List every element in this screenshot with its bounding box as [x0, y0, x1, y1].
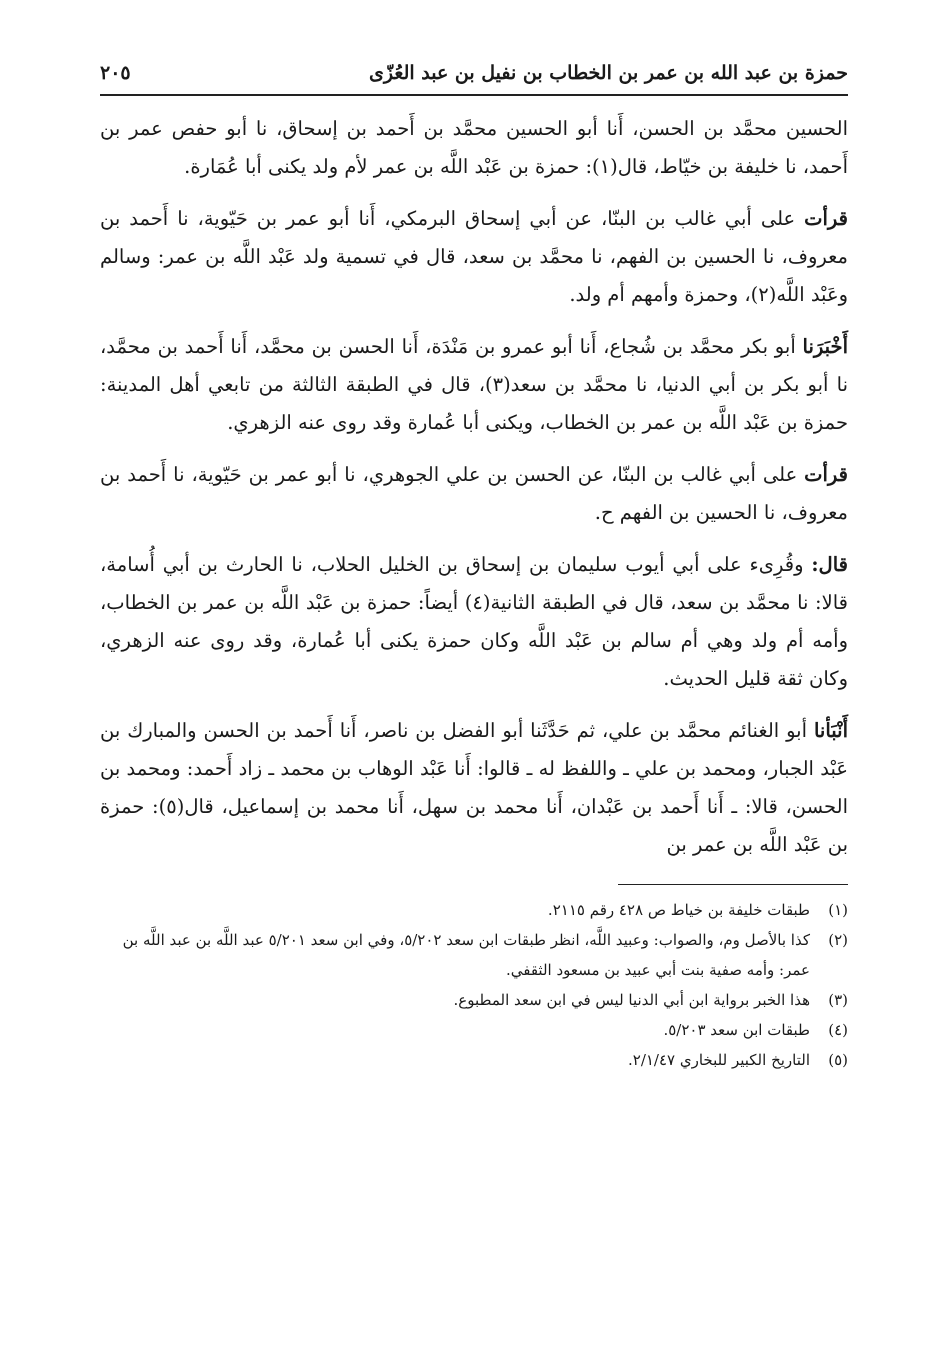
- header-title: حمزة بن عبد الله بن عمر بن الخطاب بن نفيل بن عبد العُزّى: [369, 62, 848, 84]
- footnote-separator: [618, 884, 848, 885]
- footnote: [100, 985, 848, 1015]
- running-header: [100, 62, 848, 96]
- footnote-text: التاريخ الكبير للبخاري ٢/١/٤٧.: [627, 1051, 810, 1069]
- paragraph-text: أبو بكر محمَّد بن شُجاع، أَنا أبو عمرو بن مَنْدَة، أَنا الحسن بن محمَّد، أَنا أَحمد بن محمَّد، نا أبو بكر بن أبي الدنيا، نا محمَّد بن سعد(٣)، قال في الطبقة الثالثة من تابعي أهل المدينة: حمزة بن عَبْد اللَّه بن عمر بن الخطاب، ويكنى أبا عُمارة وقد روى عنه الزهري.: [100, 335, 848, 434]
- paragraph-text: على أبي غالب بن البنّا، عن الحسن بن علي الجوهري، نا أبو عمر بن حَيّوية، نا أَحمد بن معروف، نا الحسين بن الفهم ح.: [100, 463, 848, 524]
- footnote-text: هذا الخبر برواية ابن أبي الدنيا ليس في ابن سعد المطبوع.: [453, 991, 810, 1009]
- footnote-text: طبقات ابن سعد ٥/٢٠٣.: [663, 1021, 810, 1039]
- paragraph: [100, 110, 848, 186]
- footnote-number: (٢): [828, 931, 848, 949]
- paragraph: [100, 456, 848, 532]
- paragraph-text: على أبي غالب بن البنّا، عن أبي إسحاق البرمكي، أَنا أبو عمر بن حَيّوية، نا أَحمد بن معروف، نا الحسين بن الفهم، نا محمَّد بن سعد، قال في تسمية ولد عَبْد اللَّه بن عمر: وسالم وعَبْد اللَّه(٢)، وحمزة وأمهم أم ولد.: [100, 207, 848, 306]
- footnote: [100, 925, 848, 985]
- paragraph-lead: قرأت: [804, 463, 848, 486]
- page-number: ٢٠٥: [100, 62, 131, 84]
- book-page: [100, 62, 848, 1075]
- paragraph-text: أبو الغنائم محمَّد بن علي، ثم حَدَّثَنا أبو الفضل بن ناصر، أَنا أَحمد بن الحسن والمبارك بن عَبْد الجبار، ومحمد بن علي ـ واللفظ له ـ قالوا: أَنا عَبْد الوهاب بن محمد ـ زاد أَحمد: ومحمد بن الحسن، قالا: ـ أَنا أَحمد بن عَبْدان، أَنا محمد بن سهل، أَنا محمد بن إسماعيل، قال(٥): حمزة بن عَبْد اللَّه بن عمر بن: [100, 719, 848, 856]
- paragraph: [100, 328, 848, 442]
- footnote: [100, 1015, 848, 1045]
- paragraph-lead: قرأت: [804, 207, 848, 230]
- paragraph: [100, 200, 848, 314]
- paragraph-text: وقُرِىء على أبي أيوب سليمان بن إسحاق بن الخليل الحلاب، نا الحارث بن أبي أُسامة، قالا: نا محمَّد بن سعد، قال في الطبقة الثانية(٤) أيضاً: حمزة بن عَبْد اللَّه بن عمر بن الخطاب، وأمه أم ولد وهي أم سالم بن عَبْد اللَّه وكان حمزة يكنى أبا عُمارة، وقد روى عنه الزهري، وكان ثقة قليل الحديث.: [100, 553, 848, 690]
- footnote-number: (٤): [828, 1021, 848, 1039]
- paragraph-lead: أَنْبَأنا: [813, 719, 848, 742]
- paragraph-text: الحسين محمَّد بن الحسن، أَنا أبو الحسين محمَّد بن أَحمد بن إسحاق، نا أبو حفص عمر بن أَحمد، نا خليفة بن خيّاط، قال(١): حمزة بن عَبْد اللَّه بن عمر لأم ولد يكنى أبا عُمَارة.: [100, 117, 848, 178]
- footnote: [100, 1045, 848, 1075]
- paragraph-lead: قال:: [811, 553, 848, 576]
- footnote-number: (٥): [828, 1051, 848, 1069]
- footnotes: [100, 895, 848, 1075]
- paragraph: [100, 546, 848, 698]
- paragraph: [100, 712, 848, 864]
- main-text: [100, 110, 848, 864]
- footnote: [100, 895, 848, 925]
- footnote-text: كذا بالأصل وم، والصواب: وعبيد اللَّه، انظر طبقات ابن سعد ٥/٢٠٢، وفي ابن سعد ٥/٢٠١ عبد اللَّه بن عبد اللَّه بن عمر: وأمه صفية بنت أبي عبيد بن مسعود الثقفي.: [122, 931, 810, 979]
- paragraph-lead: أَخْبَرَنا: [802, 335, 848, 358]
- footnote-text: طبقات خليفة بن خياط ص ٤٢٨ رقم ٢١١٥.: [547, 901, 810, 919]
- footnote-number: (١): [828, 901, 848, 919]
- footnote-number: (٣): [828, 991, 848, 1009]
